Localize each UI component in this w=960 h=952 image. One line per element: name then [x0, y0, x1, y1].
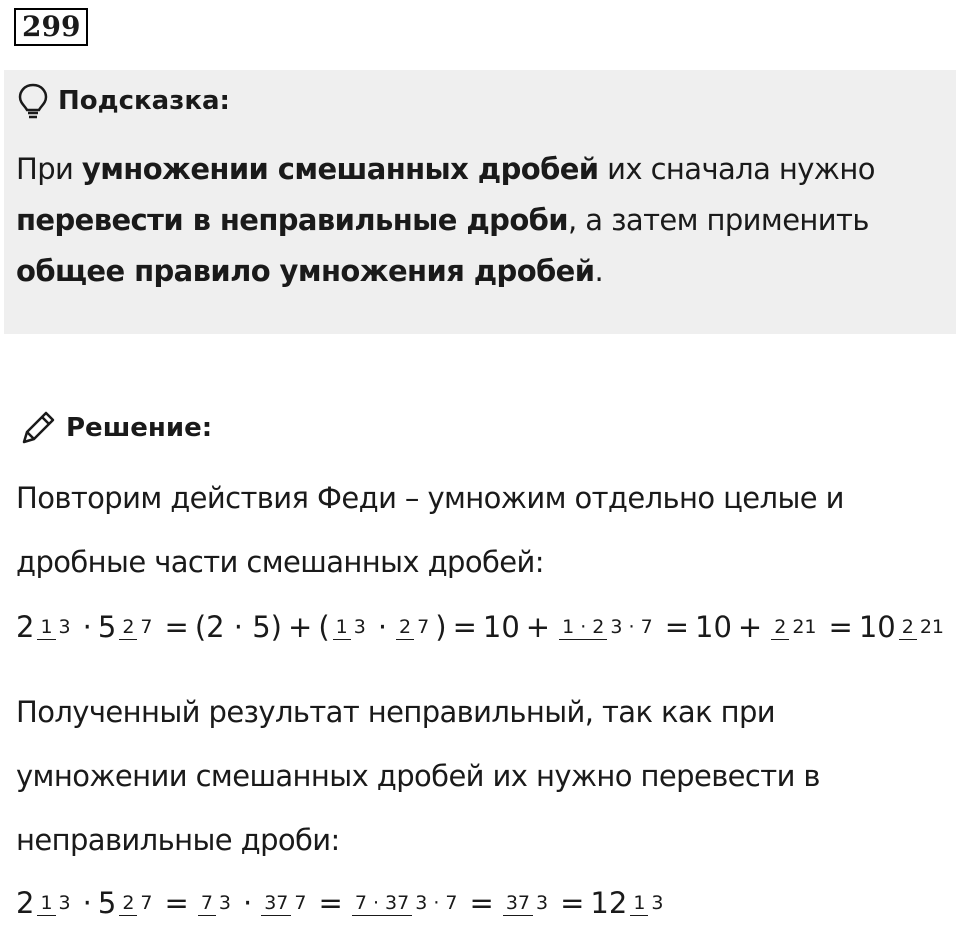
math-token: ·	[82, 610, 92, 644]
fraction-denominator: 3 · 7	[415, 891, 458, 914]
fraction	[503, 891, 551, 916]
fraction-numerator: 1	[630, 892, 648, 916]
fraction	[559, 615, 656, 640]
fraction-numerator: 2	[119, 616, 137, 640]
fraction-denominator: 3	[536, 891, 549, 914]
fraction	[37, 891, 73, 916]
fraction	[396, 615, 432, 640]
solution-title: Решение:	[66, 413, 213, 443]
math-token: 5	[97, 886, 117, 920]
hint-text-segment: их сначала нужно	[598, 152, 875, 186]
fraction-numerator: 1 · 2	[559, 616, 607, 640]
math-token: +	[288, 610, 313, 644]
math-token: =	[664, 610, 689, 644]
math-token: )	[435, 610, 447, 644]
fraction-numerator: 2	[899, 616, 917, 640]
fraction	[630, 891, 666, 916]
math-token: =	[560, 886, 585, 920]
fraction-numerator: 1	[37, 616, 55, 640]
math-token: =	[164, 610, 189, 644]
fraction-denominator: 21	[792, 615, 817, 638]
math-token: =	[828, 610, 853, 644]
fraction	[119, 615, 155, 640]
lightbulb-icon	[16, 82, 50, 120]
fraction-denominator: 3	[353, 615, 366, 638]
fraction-denominator: 3	[58, 615, 71, 638]
fraction-numerator: 1	[333, 616, 351, 640]
math-token: =	[452, 610, 477, 644]
fraction	[261, 891, 309, 916]
fraction	[37, 615, 73, 640]
fraction-numerator: 7 · 37	[352, 892, 412, 916]
fraction-denominator: 3 · 7	[610, 615, 653, 638]
fraction	[333, 615, 369, 640]
fraction-numerator: 37	[503, 892, 533, 916]
fraction-denominator: 7	[417, 615, 430, 638]
equation-1	[16, 610, 950, 644]
hint-emphasis: общее правило умножения дробей	[16, 254, 595, 288]
solution-heading	[18, 408, 212, 448]
math-token: 12	[590, 886, 628, 920]
math-token: ·	[82, 886, 92, 920]
hint-text-segment: , а затем применить	[568, 203, 869, 237]
fraction-denominator: 3	[218, 891, 231, 914]
hint-emphasis: умножении смешанных дробей	[81, 152, 599, 186]
solution-paragraph-1: Повторим действия Феди – умножим отдельно целые и дробные части смешанных дробей:	[16, 481, 844, 579]
hint-text-segment: При	[16, 152, 82, 186]
fraction-denominator: 3	[651, 891, 664, 914]
pencil-icon	[18, 408, 58, 448]
math-token: =	[469, 886, 494, 920]
fraction	[771, 615, 819, 640]
fraction-numerator: 37	[261, 892, 291, 916]
hint-emphasis: перевести в неправильные дроби	[16, 203, 569, 237]
math-token: =	[318, 886, 343, 920]
solution-paragraph-2: Полученный результат неправильный, так как при умножении смешанных дробей их нужно перевести в неправильные дроби:	[16, 695, 820, 857]
task-number: 299	[14, 8, 88, 46]
math-token: 5	[97, 610, 117, 644]
fraction-denominator: 7	[140, 891, 153, 914]
fraction-numerator: 2	[771, 616, 789, 640]
math-token: 10	[482, 610, 520, 644]
fraction-numerator: 1	[37, 892, 55, 916]
math-token: ·	[243, 886, 253, 920]
math-token: 2	[16, 610, 35, 644]
fraction-denominator: 7	[294, 891, 307, 914]
fraction	[198, 891, 234, 916]
fraction	[899, 615, 947, 640]
fraction-denominator: 7	[140, 615, 153, 638]
hint-text-segment: .	[594, 254, 604, 288]
math-token: 2	[16, 886, 35, 920]
math-token: +	[737, 610, 763, 644]
math-token: +	[525, 610, 551, 644]
math-token: ·	[377, 610, 388, 644]
equation-2	[16, 886, 670, 920]
hint-text	[16, 144, 946, 297]
fraction-numerator: 7	[198, 892, 216, 916]
fraction	[119, 891, 155, 916]
hint-heading	[16, 82, 230, 120]
math-token: =	[164, 886, 189, 920]
fraction-denominator: 3	[58, 891, 71, 914]
hint-box	[4, 70, 956, 334]
fraction-numerator: 2	[119, 892, 137, 916]
math-token: (	[318, 610, 330, 644]
fraction-numerator: 2	[396, 616, 414, 640]
fraction	[352, 891, 461, 916]
math-token: (2 · 5)	[194, 610, 282, 644]
math-token: 10	[695, 610, 732, 644]
fraction-denominator: 21	[919, 615, 944, 638]
math-token: 10	[858, 610, 896, 644]
hint-title: Подсказка:	[58, 86, 230, 116]
